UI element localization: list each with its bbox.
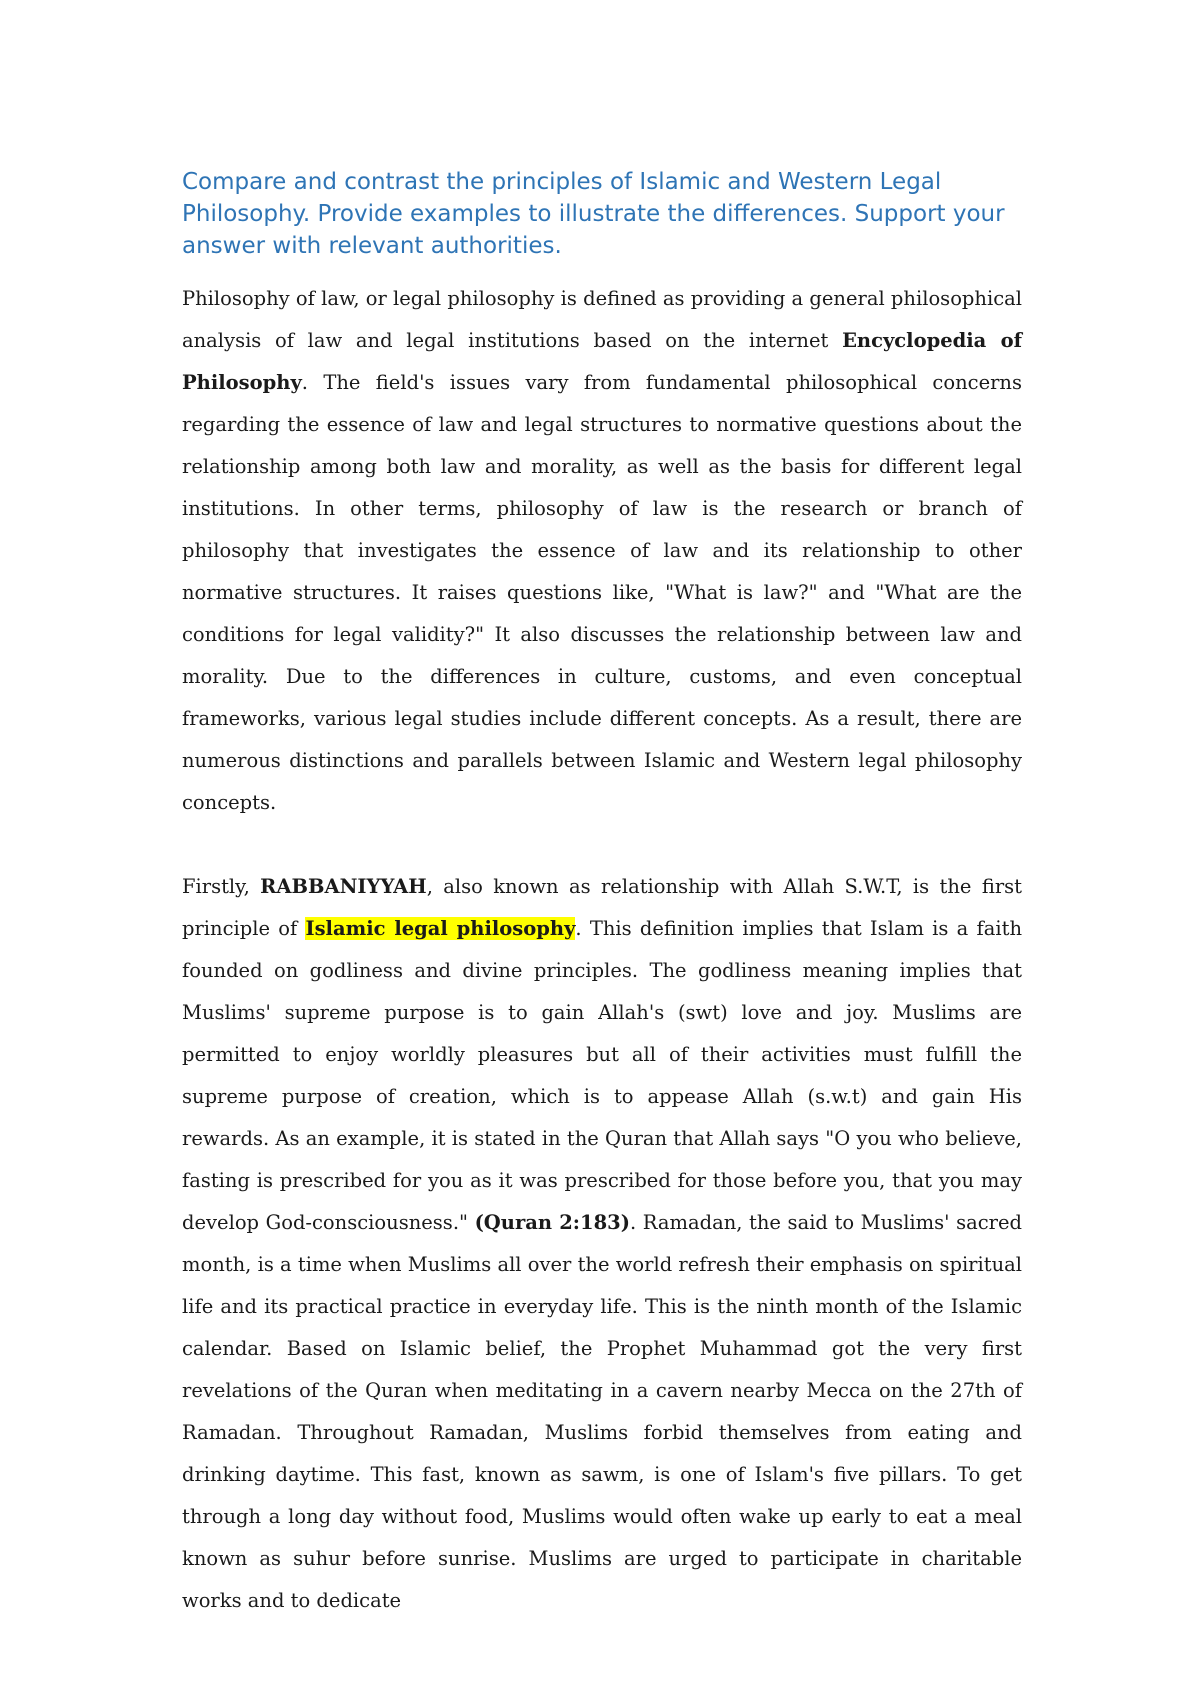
para2-text-3: . This definition implies that Islam is a faith founded on godliness and divine principles. The godliness meaning implies that Muslims' supreme purpose is to gain Allah's (swt) love and joy. Muslims are permitted to enjoy worldly pleasures but all of their activities must fulfill the supreme purpose of creation, which is to appease Allah (s.w.t) and gain His rewards. As an example, it is stated in the Quran that Allah says "O you who believe, fasting is prescribed for you as it was prescribed for those before you, that you may develop God-consciousness." bbox=[182, 917, 1022, 1234]
para1-text-1: Philosophy of law, or legal philosophy is defined as providing a general philosophical analysis of law and legal institutions based on the internet bbox=[182, 287, 1022, 352]
para2-bold-rabbaniyyah: RABBANIYYAH bbox=[260, 875, 427, 898]
para2-text-2: , also known as relationship with Allah S.W.T, is the first principle of bbox=[182, 875, 1022, 940]
para2-highlighted-phrase: Islamic legal philosophy bbox=[305, 917, 576, 940]
para2-bold-quran-citation: (Quran 2:183) bbox=[474, 1211, 630, 1234]
document-body bbox=[182, 166, 1022, 1622]
para1-bold-encyclopedia: Encyclopedia of Philosophy bbox=[182, 329, 1022, 394]
paragraph-introduction bbox=[182, 278, 1022, 824]
para2-text-4: . Ramadan, the said to Muslims' sacred month, is a time when Muslims all over the world refresh their emphasis on spiritual life and its practical practice in everyday life. This is the ninth month of the Islamic calendar. Based on Islamic belief, the Prophet Muhammad got the very first revelations of the Quran when meditating in a cavern nearby Mecca on the 27th of Ramadan. Throughout Ramadan, Muslims forbid themselves from eating and drinking daytime. This fast, known as sawm, is one of Islam's five pillars. To get through a long day without food, Muslims would often wake up early to eat a meal known as suhur before sunrise. Muslims are urged to participate in charitable works and to dedicate bbox=[182, 1211, 1023, 1612]
essay-question-heading: Compare and contrast the principles of Islamic and Western Legal Philosophy. Provide examples to illustrate the differences. Support your answer with relevant authorities. bbox=[182, 169, 1005, 259]
para1-text-2: . The field's issues vary from fundamental philosophical concerns regarding the essence of law and legal structures to normative questions about the relationship among both law and morality, as well as the basis for different legal institutions. In other terms, philosophy of law is the research or branch of philosophy that investigates the essence of law and its relationship to other normative structures. It raises questions like, "What is law?" and "What are the conditions for legal validity?" It also discusses the relationship between law and morality. Due to the differences in culture, customs, and even conceptual frameworks, various legal studies include different concepts. As a result, there are numerous distinctions and parallels between Islamic and Western legal philosophy concepts. bbox=[182, 371, 1022, 814]
paragraph-rabbaniyyah bbox=[182, 866, 1022, 1622]
para2-text-1: Firstly, bbox=[182, 875, 261, 898]
